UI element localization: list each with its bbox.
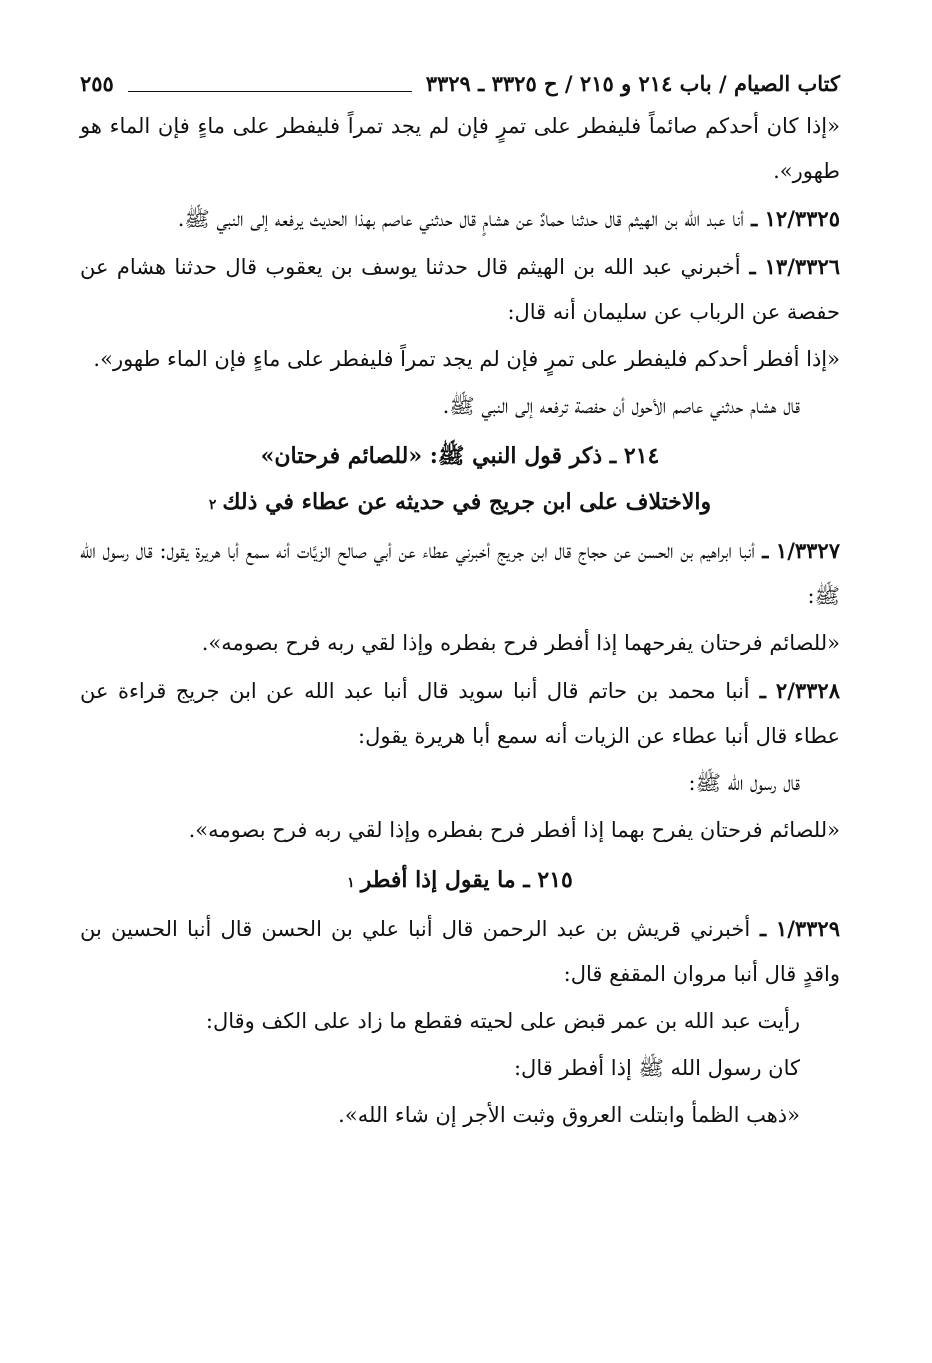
- hadith-text: [80, 621, 840, 666]
- hadith-chain: [80, 196, 840, 242]
- hadith-chain: [80, 668, 840, 759]
- hadith-number: ١٢/٣٣٢٥ ـ: [743, 206, 840, 231]
- hadith-body: أنبا ابراهيم بن الحسن عن حجاج قال ابن جريج أخبرني عطاء عن أبي صالح الزيَّات أنه سمع أبا هريرة يقول: قال رسول الله ﷺ:: [80, 539, 840, 608]
- hadith-body: «إذا كان أحدكم صائماً فليفطر على تمرٍ فإن لم يجد تمراً فليفطر على ماءٍ فإن الماء هو طهور».: [80, 114, 840, 183]
- page-header: [80, 64, 840, 104]
- page-number: ٢٥٥: [80, 71, 114, 96]
- hadith-chain: [80, 906, 840, 997]
- hadith-number: ١/٣٣٢٧ ـ: [754, 538, 840, 563]
- hadith-text: [80, 104, 840, 194]
- hadith-text: [80, 999, 840, 1044]
- footnote-mark: ٢: [208, 497, 217, 513]
- chapter-subtitle-text: والاختلاف على ابن جريج في حديثه عن عطاء في ذلك: [222, 489, 712, 515]
- hadith-body: قال رسول الله ﷺ:: [688, 771, 800, 795]
- hadith-note: [80, 384, 840, 429]
- hadith-text: [80, 808, 840, 853]
- hadith-body: «للصائم فرحتان يفرح بهما إذا أفطر فرح بفطره وإذا لقي ربه فرح بصومه».: [188, 818, 840, 842]
- hadith-chain: [80, 528, 840, 619]
- book-page: [80, 64, 840, 1138]
- hadith-body: قال هشام حدثني عاصم الأحول أن حفصة ترفعه إلى النبي ﷺ.: [442, 394, 800, 418]
- hadith-body: كان رسول الله ﷺ إذا أفطر قال:: [513, 1056, 800, 1080]
- chapter-title-text: ٢١٥ ـ ما يقول إذا أفطر: [360, 867, 573, 893]
- chapter-heading-214: [80, 433, 840, 528]
- hadith-body: «ذهب الظمأ وابتلت العروق وثبت الأجر إن شاء الله».: [338, 1103, 800, 1127]
- chapter-subtitle: [80, 479, 840, 528]
- footnote-mark: ١: [347, 875, 355, 891]
- chapter-title: [80, 857, 840, 906]
- hadith-text: [80, 1046, 840, 1091]
- hadith-body: أخبرني قريش بن عبد الرحمن قال أنبا علي بن الحسن قال أنبا الحسين بن واقدٍ قال أنبا مروان المقفع قال:: [80, 917, 840, 986]
- hadith-body: رأيت عبد الله بن عمر قبض على لحيته فقطع ما زاد على الكف وقال:: [205, 1009, 800, 1033]
- chapter-title: ٢١٤ ـ ذكر قول النبي ﷺ: «للصائم فرحتان»: [260, 443, 660, 469]
- hadith-body: أنا عبد الله بن الهيثم قال حدثنا حمادٌ عن هشامٍ قال حدثني عاصم بهذا الحديث يرفعه إلى النبي ﷺ.: [177, 207, 744, 231]
- hadith-body: أخبرني عبد الله بن الهيثم قال حدثنا يوسف بن يعقوب قال حدثنا هشام عن حفصة عن الرباب عن سليمان أنه قال:: [80, 255, 840, 324]
- hadith-body: «إذا أفطر أحدكم فليفطر على تمرٍ فإن لم يجد تمراً فليفطر على ماءٍ فإن الماء طهور».: [93, 347, 840, 371]
- header-rule: [128, 91, 412, 92]
- hadith-attribution: [80, 761, 840, 806]
- hadith-number: ٢/٣٣٢٨ ـ: [749, 678, 840, 703]
- chapter-heading-215: [80, 857, 840, 906]
- running-title: كتاب الصيام / باب ٢١٤ و ٢١٥ / ح ٣٣٢٥ ـ ٣٣٢٩: [425, 71, 840, 96]
- hadith-number: ١/٣٣٢٩ ـ: [750, 916, 840, 941]
- hadith-text: [80, 337, 840, 382]
- hadith-text: [80, 1093, 840, 1138]
- hadith-body: أنبا محمد بن حاتم قال أنبا سويد قال أنبا عبد الله عن ابن جريج قراءة عن عطاء قال أنبا عطاء عن الزيات أنه سمع أبا هريرة يقول:: [80, 679, 840, 748]
- hadith-chain: [80, 244, 840, 335]
- hadith-number: ١٣/٣٣٢٦ ـ: [740, 254, 841, 279]
- hadith-body: «للصائم فرحتان يفرحهما إذا أفطر فرح بفطره وإذا لقي ربه فرح بصومه».: [201, 631, 840, 655]
